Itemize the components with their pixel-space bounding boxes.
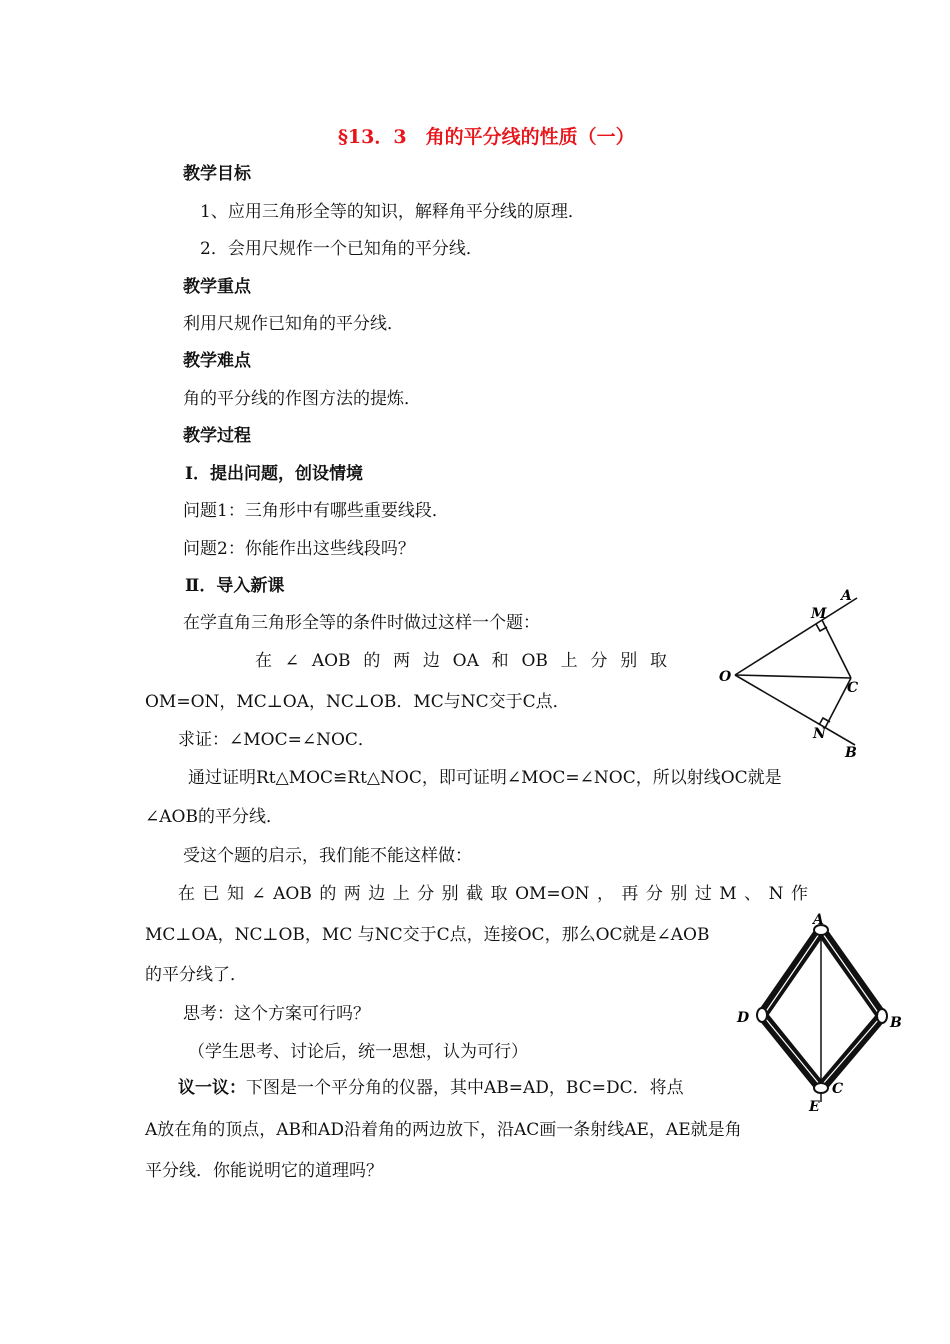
discuss-label: 议一议： [178, 1078, 246, 1098]
objective-2: 2．会用尺规作一个已知角的平分线． [200, 239, 483, 259]
label-m: M [811, 606, 827, 622]
label-o: O [719, 669, 732, 685]
intro-paragraph: 在学直角三角形全等的条件时做过这样一个题： [183, 613, 540, 633]
question-2: 问题2：你能作出这些线段吗？ [183, 539, 415, 559]
discuss-line-1: 议一议：下图是一个平分角的仪器，其中AB=AD，BC=DC．将点 [178, 1078, 684, 1098]
proof-line-1: 通过证明Rt△MOC≌Rt△NOC，即可证明∠MOC=∠NOC，所以射线OC就是 [188, 768, 782, 788]
ray-oc [735, 675, 851, 678]
think-question: 思考：这个方案可行吗？ [183, 1004, 370, 1024]
student-conclusion: （学生思考、讨论后，统一思想，认为可行） [188, 1042, 528, 1062]
label-a2: A [813, 912, 824, 928]
difficulty-heading: 教学难点 [183, 351, 251, 371]
label-b: B [845, 745, 857, 760]
segment-mc [822, 620, 851, 678]
angle-bisector-figure [715, 585, 865, 760]
discuss-line-2: A放在角的顶点，AB和AD沿着角的两边放下，沿AC画一条射线AE，AE就是角 [145, 1120, 742, 1140]
difficulty-text: 角的平分线的作图方法的提炼． [183, 389, 421, 409]
problem-line-2: OM=ON，MC⊥OA，NC⊥OB．MC与NC交于C点． [145, 692, 570, 712]
inspiration-text: 受这个题的启示，我们能不能这样做： [183, 846, 472, 866]
discuss-line-3: 平分线．你能说明它的道理吗？ [145, 1161, 383, 1181]
section2-heading: Ⅱ．导入新课 [185, 576, 285, 596]
ray-oa [735, 598, 857, 675]
page-title: §13．3 角的平分线的性质（一） [338, 126, 635, 148]
label-n: N [813, 726, 826, 742]
label-e: E [809, 1099, 820, 1115]
problem-line-1: 在 ∠ AOB 的 两 边 OA 和 OB 上 分 别 取 [255, 651, 667, 671]
objective-1: 1、应用三角形全等的知识，解释角平分线的原理． [200, 202, 585, 222]
right-angle-mark-n [819, 718, 830, 725]
ray-ob [735, 675, 855, 745]
section1-heading: Ⅰ．提出问题，创设情境 [185, 464, 363, 484]
keypoint-text: 利用尺规作已知角的平分线． [183, 314, 404, 334]
label-c2: C [832, 1081, 844, 1097]
method-line-1: 在 已 知 ∠ AOB 的 两 边 上 分 别 截 取 OM=ON ， 再 分 别 过 M 、 N 作 [178, 884, 808, 904]
method-line-3: 的平分线了． [145, 965, 247, 985]
prove-statement: 求证：∠MOC=∠NOC． [178, 730, 375, 750]
keypoint-heading: 教学重点 [183, 277, 251, 297]
objectives-heading: 教学目标 [183, 164, 251, 184]
bisector-instrument-figure [735, 910, 910, 1115]
process-heading: 教学过程 [183, 426, 251, 446]
question-1: 问题1：三角形中有哪些重要线段． [183, 501, 449, 521]
proof-line-2: ∠AOB的平分线． [145, 807, 283, 827]
label-b2: B [890, 1015, 902, 1031]
label-d: D [737, 1010, 750, 1026]
method-line-2: MC⊥OA，NC⊥OB，MC 与NC交于C点，连接OC，那么OC就是∠AOB [145, 925, 710, 945]
label-a: A [841, 588, 852, 604]
label-c: C [847, 680, 859, 696]
